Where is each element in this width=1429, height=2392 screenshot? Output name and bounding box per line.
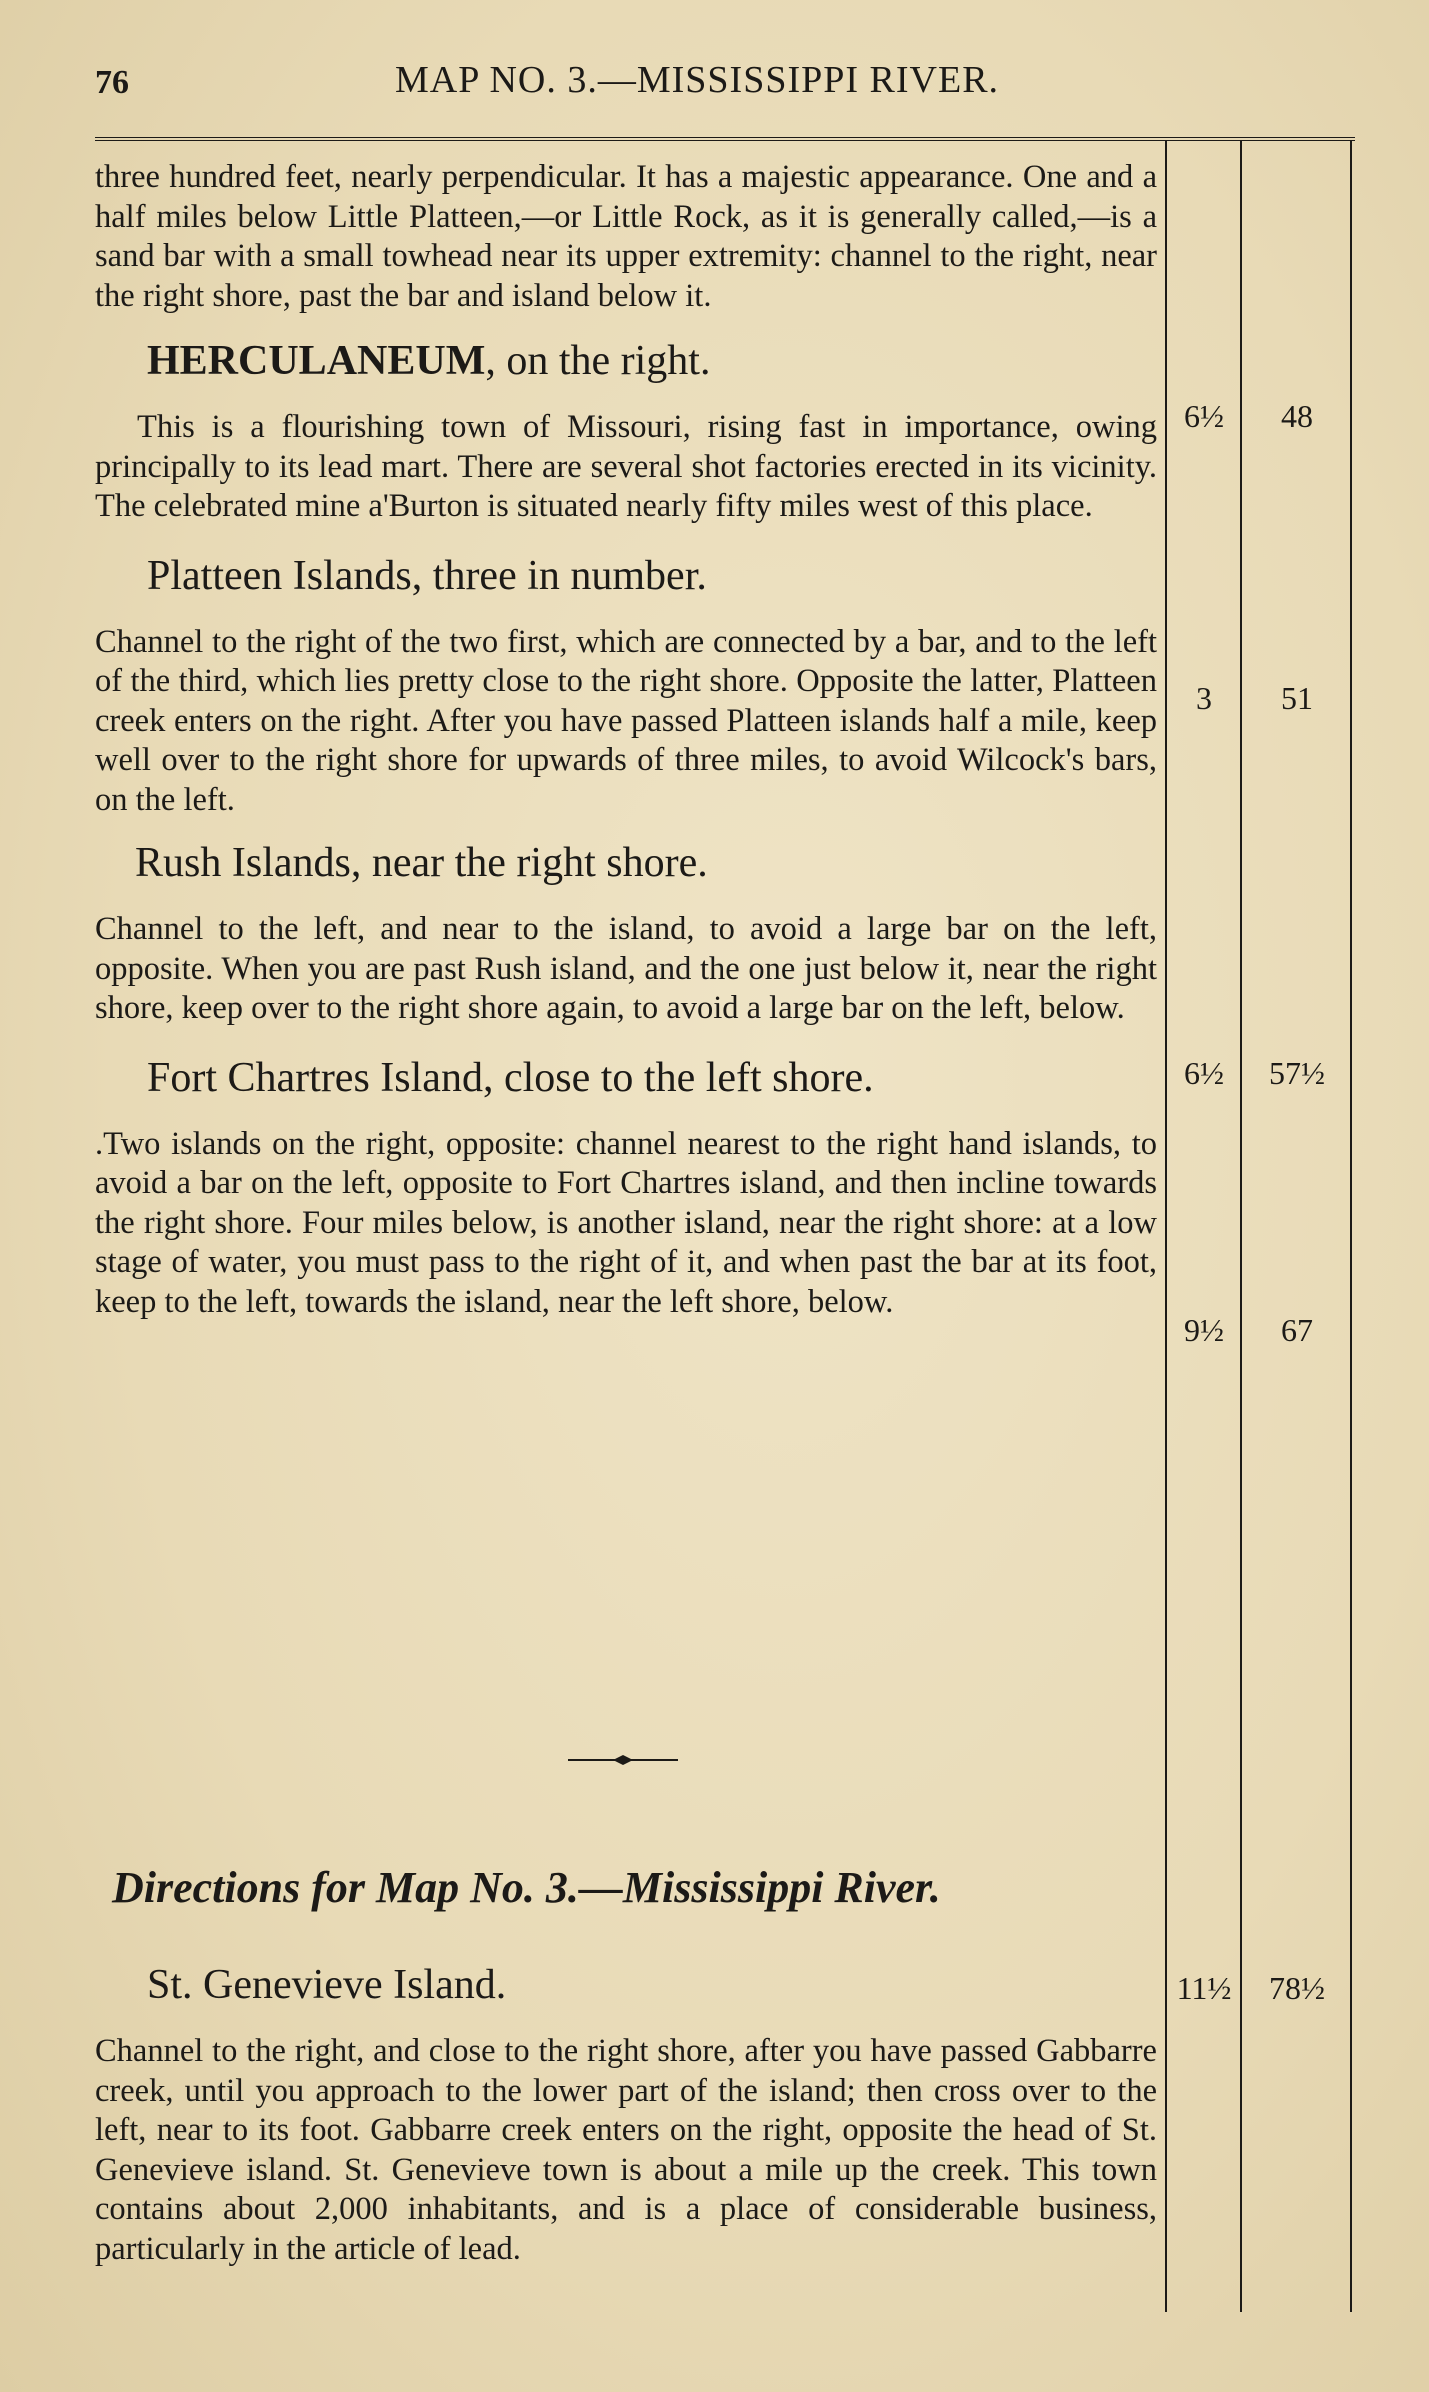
entry-body-herculaneum: This is a flourishing town of Missouri, rising fast in importance, owing principally to its lead mart. There are several shot factories erected in its vicinity. The celebrated mine a'Burton is situated nearly fifty miles west of this place.	[95, 409, 1157, 524]
column-divider-middle	[1240, 140, 1242, 2312]
entry-title-main: HERCULANEUM	[147, 338, 486, 384]
entry-title-fort-chartres: Fort Chartres Island, close to the left shore.	[147, 1054, 874, 1101]
distance-rush-islands: 6½	[1184, 1055, 1224, 1091]
total-st-genevieve: 78½	[1269, 1970, 1325, 2006]
main-text-column	[95, 158, 1157, 1322]
running-title: MAP NO. 3.—MISSISSIPPI RIVER.	[395, 59, 1000, 101]
distance-fort-chartres: 9½	[1184, 1312, 1224, 1348]
entry-body-platteen-islands: Channel to the right of the two first, which are connected by a bar, and to the left of the third, which lies pretty close to the right shore. Opposite the latter, Platteen creek enters on the right. After you have passed Platteen islands half a mile, keep well over to the right shore for upwards of three miles, to avoid Wilcock's bars, on the left.	[95, 623, 1157, 818]
total-fort-chartres: 67	[1281, 1312, 1313, 1348]
entry-body-fort-chartres: .Two islands on the right, opposite: channel nearest to the right hand islands, to avoid a bar on the left, opposite to Fort Chartres island, and then incline towards the right shore. Four miles below, is another island, near the right shore: at a low stage of water, you must pass to the right of it, and when past the bar at its foot, keep to the left, towards the island, near the left shore, below.	[95, 1125, 1157, 1320]
entry-body-st-genevieve: Channel to the right, and close to the right shore, after you have passed Gabbarre creek, until you approach to the lower part of the island; then cross over to the left, near to its foot. Gabbarre creek enters on the right, opposite the head of St. Genevieve island. St. Genevieve town is about a mile up the creek. This town contains about 2,000 inhabitants, and is a place of considerable business, particularly in the article of lead.	[95, 2033, 1157, 2267]
total-platteen-islands: 51	[1281, 680, 1313, 716]
distance-herculaneum: 6½	[1184, 398, 1224, 434]
entry-body-rush-islands: Channel to the left, and near to the island, to avoid a large bar on the left, opposite. When you are past Rush island, and the one just below it, near the right shore, keep over to the right shore again, to avoid a large bar on the left, below.	[95, 911, 1157, 1026]
page-number: 76	[95, 64, 129, 101]
distance-st-genevieve: 11½	[1176, 1970, 1232, 2006]
distance-platteen-islands: 3	[1196, 680, 1212, 716]
entry-title-rest: , on the right.	[485, 338, 711, 384]
entry-title-herculaneum	[95, 336, 1157, 386]
entry-title-st-genevieve: St. Genevieve Island.	[147, 1962, 507, 2008]
total-rush-islands: 57½	[1269, 1055, 1325, 1091]
total-herculaneum: 48	[1281, 398, 1313, 434]
directions-title: Directions for Map No. 3.—Mississippi River.	[112, 1863, 941, 1912]
final-entry	[95, 1960, 1157, 2269]
intro-paragraph: three hundred feet, nearly perpendicular. It has a majestic appearance. One and a half miles below Little Platteen,—or Little Rock, as it is generally called,—is a sand bar with a small towhead near its upper extremity: channel to the right, near the right shore, past the bar and island below it.	[95, 159, 1157, 314]
entry-title-rush-islands: Rush Islands, near the right shore.	[135, 840, 708, 886]
column-divider-left	[1165, 140, 1167, 2312]
ornament-divider	[568, 1750, 678, 1770]
column-divider-right	[1350, 140, 1352, 2312]
page-header	[95, 58, 1355, 118]
entry-title-platteen-islands: Platteen Islands, three in number.	[147, 552, 707, 599]
